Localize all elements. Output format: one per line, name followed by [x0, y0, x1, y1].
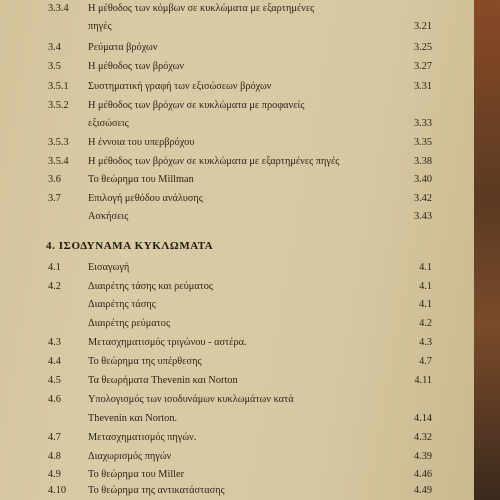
toc-page: 4.39 [413, 451, 432, 462]
toc-number: 4.6 [48, 394, 61, 405]
toc-page: 3.33 [413, 118, 432, 129]
toc-page: 3.42 [413, 193, 432, 204]
toc-page: 4.2 [419, 318, 432, 329]
toc-page: 4.49 [413, 485, 432, 496]
toc-page: 4.1 [419, 262, 432, 273]
toc-number: 4.2 [48, 281, 61, 292]
toc-row [0, 278, 474, 296]
toc-row [0, 391, 474, 409]
toc-row [0, 134, 474, 152]
toc-title: Τα θεωρήματα Thevenin και Norton [88, 375, 238, 386]
toc-page: 4.1 [419, 299, 432, 310]
toc-title: Μετασχηματισμός πηγών. [88, 432, 197, 443]
toc-title: Διαιρέτης τάσης [88, 299, 156, 310]
toc-page: 3.31 [413, 81, 432, 92]
toc-page: 3.21 [413, 21, 432, 32]
toc-number: 3.5.2 [48, 100, 69, 111]
toc-row [0, 296, 474, 314]
toc-row [0, 190, 474, 208]
toc-page: 3.25 [413, 42, 432, 53]
toc-title: Το θεώρημα της υπέρθεσης [88, 356, 202, 367]
toc-title: Η μέθοδος των βρόχων σε κυκλώματα με εξαρτημένες πηγές [88, 156, 340, 167]
toc-title: Η μέθοδος των βρόχων [88, 61, 185, 72]
toc-number: 4.7 [48, 432, 61, 443]
toc-number: 3.5.4 [48, 156, 69, 167]
toc-title: Διαιρέτης τάσης και ρεύματος [88, 281, 213, 292]
background-edge [474, 0, 500, 500]
toc-page: 3.27 [413, 61, 432, 72]
toc-row [0, 0, 474, 18]
toc-title: Συστηματική γραφή των εξισώσεων βρόχων [88, 81, 272, 92]
toc-number: 4.10 [48, 485, 67, 496]
toc-title: Το θεώρημα της αντικατάστασης [88, 485, 225, 496]
toc-title: πηγές [88, 21, 112, 32]
toc-title: Διαχωρισμός πηγών [88, 451, 172, 462]
toc-page: 3.38 [413, 156, 432, 167]
chapter-heading: 4. ΙΣΟΔΥΝΑΜΑ ΚΥΚΛΩΜΑΤΑ [46, 240, 214, 252]
toc-number: 3.5.3 [48, 137, 69, 148]
toc-number: 4.5 [48, 375, 61, 386]
toc-row [0, 410, 474, 428]
toc-page: 4.1 [419, 281, 432, 292]
toc-page: 4.7 [419, 356, 432, 367]
toc-row [0, 429, 474, 447]
toc-number: 3.5.1 [48, 81, 69, 92]
toc-title: Η έννοια του υπερβρόχου [88, 137, 195, 148]
toc-number: 4.3 [48, 337, 61, 348]
toc-number: 4.1 [48, 262, 61, 273]
toc-row [0, 58, 474, 76]
toc-page: 4.3 [419, 337, 432, 348]
toc-title: Η μέθοδος των κόμβων σε κυκλώματα με εξαρτημένες [88, 3, 315, 14]
toc-number: 3.4 [48, 42, 61, 53]
toc-number: 3.7 [48, 193, 61, 204]
toc-title: Ρεύματα βρόχων [88, 42, 158, 53]
toc-page: 4.11 [414, 375, 432, 386]
toc-title: Υπολογισμός των ισοδυνάμων κυκλωμάτων κατά [88, 394, 294, 405]
toc-row [0, 259, 474, 277]
toc-row [0, 97, 474, 115]
toc-page: 4.32 [413, 432, 432, 443]
toc-row [0, 171, 474, 189]
toc-row [0, 208, 474, 226]
toc-row [0, 353, 474, 371]
toc-row [0, 78, 474, 96]
toc-title: Ασκήσεις [88, 211, 129, 222]
toc-row [0, 482, 474, 500]
toc-page: 3.35 [413, 137, 432, 148]
toc-row [0, 372, 474, 390]
toc-number: 3.6 [48, 174, 61, 185]
toc-title: Το θεώρημα του Millman [88, 174, 194, 185]
toc-title: Μετασχηματισμός τριγώνου - αστέρα. [88, 337, 247, 348]
toc-row [0, 153, 474, 171]
toc-row [0, 334, 474, 352]
toc-number: 4.9 [48, 469, 61, 480]
toc-page: 4.14 [413, 413, 432, 424]
toc-page: 3.43 [413, 211, 432, 222]
toc-title: εξισώσεις [88, 118, 129, 129]
toc-title: Επιλογή μεθόδου ανάλυσης [88, 193, 203, 204]
toc-row [0, 115, 474, 133]
toc-number: 3.5 [48, 61, 61, 72]
toc-title: Διαιρέτης ρεύματος [88, 318, 171, 329]
toc-title: Η μέθοδος των βρόχων σε κυκλώματα με προφανείς [88, 100, 305, 111]
toc-row [0, 448, 474, 466]
toc-row [0, 18, 474, 36]
toc-title: Thevenin και Norton. [88, 413, 178, 424]
toc-title: Εισαγωγή [88, 262, 130, 273]
toc-page: 3.40 [413, 174, 432, 185]
toc-row [0, 39, 474, 57]
toc-title: Το θεώρημα του Miller [88, 469, 185, 480]
toc-number: 4.4 [48, 356, 61, 367]
toc-number: 4.8 [48, 451, 61, 462]
toc-row [0, 315, 474, 333]
toc-page: 4.46 [413, 469, 432, 480]
toc-number: 3.3.4 [48, 3, 69, 14]
